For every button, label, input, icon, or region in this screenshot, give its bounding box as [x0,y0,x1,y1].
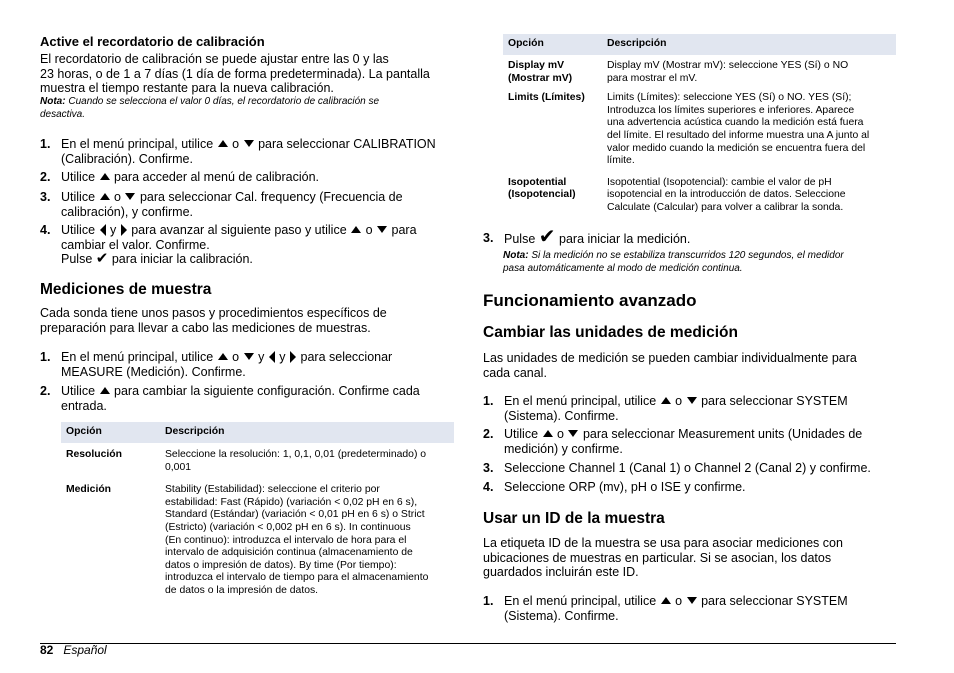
text-line: Cada sonda tiene unos pasos y procedimientos específicos de [40,306,387,320]
sample-id-text [483,536,843,580]
down-arrow-icon [687,397,697,404]
units-step-3 [483,461,896,477]
right-arrow-icon [121,224,127,236]
text-line: El recordatorio de calibración se puede ajustar entre las 0 y las [40,52,389,66]
step-text: cambiar el valor. Confirme. [61,237,210,252]
table-description-cell [602,92,896,177]
up-arrow-icon [351,226,361,233]
description-line: una advertencia acústica cuando la medición está fuera [607,117,864,129]
description-line: Limits (Límites): seleccione YES (Sí) o NO. YES (Sí); [607,92,852,104]
step-number: 3. [483,231,494,245]
step-text: o [114,190,121,204]
sample-measurements-text [40,306,387,335]
step-text: Seleccione ORP (mv), pH o ISE y confirme. [504,480,746,494]
step-number: 3. [483,461,494,475]
step-text: para iniciar la medición. [559,232,691,246]
down-arrow-icon [687,597,697,604]
step-text: para avanzar al siguiente paso y utilice [131,223,347,237]
table-row [61,484,454,597]
table-header-cell: Opción [61,422,160,443]
table-option-cell [503,55,602,92]
step-text: calibración), y confirme. [61,204,193,219]
step-text: o [232,137,240,151]
units-step-4 [483,480,896,496]
description-line: (Estricto) (variación < 0,002 pH en 6 s). In continuous [165,521,411,533]
step-text: para cambiar la siguiente configuración. Confirme cada [114,384,420,398]
sample-step-1 [40,350,458,380]
table-header-cell: Opción [503,34,602,55]
down-arrow-icon [244,353,254,360]
step-text: medición) y confirme. [504,441,623,456]
step-text: o [557,427,564,441]
step-text: para seleccionar [300,350,393,364]
step-text: En el menú principal, utilice [504,394,657,408]
text-line: cada canal. [483,365,547,380]
options-table-left [61,422,454,598]
calibration-reminder-text [40,52,430,96]
step-text: (Calibración). Confirme. [61,151,193,166]
checkmark-icon: ✔ [95,250,109,268]
step-text: o [675,594,683,608]
description-line: Introduzca los límites superiores e inferiores. Aparece [607,104,855,116]
table-header-row [61,422,454,443]
step-text: (Sistema). Confirme. [504,608,619,623]
description-line: Isopotential (Isopotencial): cambie el valor de pH [607,176,832,188]
text-line: preparación para llevar a cabo las mediciones de muestras. [40,320,371,335]
advanced-operation-heading: Funcionamiento avanzado [483,291,697,310]
table-description-cell [602,177,896,215]
calibration-reminder-heading: Active el recordatorio de calibración [40,34,265,49]
table-row [503,177,896,215]
step-text: entrada. [61,398,107,413]
table-header-row [503,34,896,55]
up-arrow-icon [218,140,228,147]
text-line: muestra el tiempo restante para la nueva calibración. [40,81,334,96]
up-arrow-icon [218,353,228,360]
text-line: guardados incluirán este ID. [483,565,639,580]
step-text: y [279,350,286,364]
note-text: pasa automáticamente al modo de medición continua. [503,262,743,274]
up-arrow-icon [661,397,671,404]
option-line: Isopotential [508,176,567,188]
step-number: 1. [40,137,51,151]
note-label: Nota: [503,250,529,261]
step-text: Utilice [61,384,96,398]
step-text: para iniciar la calibración. [111,252,253,267]
left-arrow-icon [100,224,106,236]
sample-measurements-heading: Mediciones de muestra [40,281,212,298]
description-line: isopotencial en la introducción de datos. Seleccione [607,189,846,201]
calibration-step-4 [40,223,458,269]
step-text: En el menú principal, utilice [61,350,214,364]
text-line: Las unidades de medición se pueden cambiar individualmente para [483,351,857,365]
option-line: (Mostrar mV) [508,72,573,84]
note-text: desactiva. [40,108,86,120]
step-number: 2. [40,170,51,184]
sample-id-step-1 [483,594,896,624]
step-number: 2. [40,384,51,398]
text-line: ubicaciones de muestras en particular. Si se asocian, los datos [483,550,832,565]
down-arrow-icon [125,193,135,200]
option-line: (Isopotencial) [508,189,576,201]
step-text: Utilice [61,190,96,204]
option-line: Limits (Límites) [508,92,585,104]
description-line: datos o impresión de datos). By time (Por tiempo): [165,559,397,571]
up-arrow-icon [100,193,110,200]
calibration-step-3 [40,190,458,220]
table-option-cell [503,92,602,177]
page-footer [40,643,107,657]
step-number: 1. [483,394,494,408]
units-step-1 [483,394,896,424]
description-line: 0,001 [165,461,192,473]
step-text: y [258,350,265,364]
step-number: 1. [40,350,51,364]
step-text: Utilice [61,223,96,237]
left-arrow-icon [269,351,275,363]
step-number: 3. [40,190,51,204]
step-text: o [232,350,240,364]
step-text: para [391,223,417,237]
description-line: de datos o la impresión de datos. [165,584,319,596]
step-text: Seleccione Channel 1 (Canal 1) o Channel 2 (Canal 2) y confirme. [504,461,871,475]
option-line: Display mV [508,60,565,71]
measurement-note [503,250,896,275]
step-number: 4. [40,223,51,237]
page-number: 82 [40,643,54,657]
description-line: Stability (Estabilidad): seleccione el criterio por [165,484,380,496]
units-step-2 [483,427,896,457]
step-number: 4. [483,480,494,494]
step-text: MEASURE (Medición). Confirme. [61,364,246,379]
description-line: intervalo de adquisición continua (almacenamiento de [165,547,413,559]
step-text: En el menú principal, utilice [504,594,657,608]
step-text: para acceder al menú de calibración. [114,170,319,184]
step-text: o [365,223,373,237]
step-text: (Sistema). Confirme. [504,408,619,423]
table-header-cell: Descripción [160,422,454,443]
table-header-cell: Descripción [602,34,896,55]
table-description-cell [160,443,454,484]
calibration-step-2 [40,170,458,186]
footer-divider [40,643,896,644]
table-option-cell: Medición [66,484,112,496]
footer-language: Español [63,643,107,657]
description-line: (En continuo): introduzca el intervalo de hora para el [165,534,407,546]
table-option-cell: Resolución [66,449,123,460]
description-line: Display mV (Mostrar mV): seleccione YES (Sí) o NO [607,60,849,71]
description-line: límite. [607,155,635,167]
step-text: Utilice [61,170,96,184]
up-arrow-icon [100,173,110,180]
table-row [503,92,896,177]
change-units-heading: Cambiar las unidades de medición [483,324,738,341]
up-arrow-icon [661,597,671,604]
description-line: Seleccione la resolución: 1, 0,1, 0,01 (predeterminado) o [165,449,427,460]
description-line: Calculate (Calcular) para volver a calibrar la sonda. [607,201,844,213]
checkmark-icon: ✔ [538,226,556,248]
step-text: para seleccionar CALIBRATION [258,137,436,151]
calibration-note [40,96,379,121]
right-arrow-icon [290,351,296,363]
step-text: para seleccionar SYSTEM [701,394,848,408]
description-line: valor medido cuando la medición se encuentra fuera del [607,142,866,154]
description-line: estabilidad: Fast (Rápido) (variación < 0,02 pH en 6 s), [165,496,418,508]
note-text: Cuando se selecciona el valor 0 días, el recordatorio de calibración se [68,96,380,107]
description-line: para mostrar el mV. [607,72,698,84]
table-row [61,443,454,484]
description-line: Standard (Estándar) (variación < 0,01 pH en 6 s) o Strict [165,509,425,521]
step-text: En el menú principal, utilice [61,137,214,151]
table-description-cell [602,55,896,92]
step-text: Pulse [504,232,536,246]
sample-id-heading: Usar un ID de la muestra [483,510,665,527]
down-arrow-icon [568,430,578,437]
note-label: Nota: [40,96,66,107]
step-text: para seleccionar Cal. frequency (Frecuencia de [139,190,403,204]
options-table-right [503,34,896,215]
step-number: 1. [483,594,494,608]
step-text: Pulse [61,252,93,267]
step-text: o [675,394,683,408]
step-text: y [110,223,117,237]
text-line: 23 horas, o de 1 a 7 días (1 día de forma predeterminada). La pantalla [40,66,430,81]
up-arrow-icon [543,430,553,437]
down-arrow-icon [244,140,254,147]
step-text: para seleccionar SYSTEM [701,594,848,608]
description-line: introduzca el intervalo de tiempo para el almacenamiento [165,572,429,584]
change-units-text [483,351,857,380]
step-text: Utilice [504,427,539,441]
measurement-step-3 [483,226,896,248]
table-row [503,55,896,92]
note-text: Si la medición no se estabiliza transcurridos 120 segundos, el medidor [531,250,844,261]
sample-step-2 [40,384,458,414]
table-option-cell [503,177,602,215]
down-arrow-icon [377,226,387,233]
table-description-cell [160,484,454,597]
calibration-step-1 [40,137,458,167]
step-text: para seleccionar Measurement units (Unidades de [582,427,863,441]
description-line: del límite. El resultado del informe muestra una A junto al [607,129,870,141]
text-line: La etiqueta ID de la muestra se usa para asociar mediciones con [483,536,843,550]
step-number: 2. [483,427,494,441]
up-arrow-icon [100,387,110,394]
